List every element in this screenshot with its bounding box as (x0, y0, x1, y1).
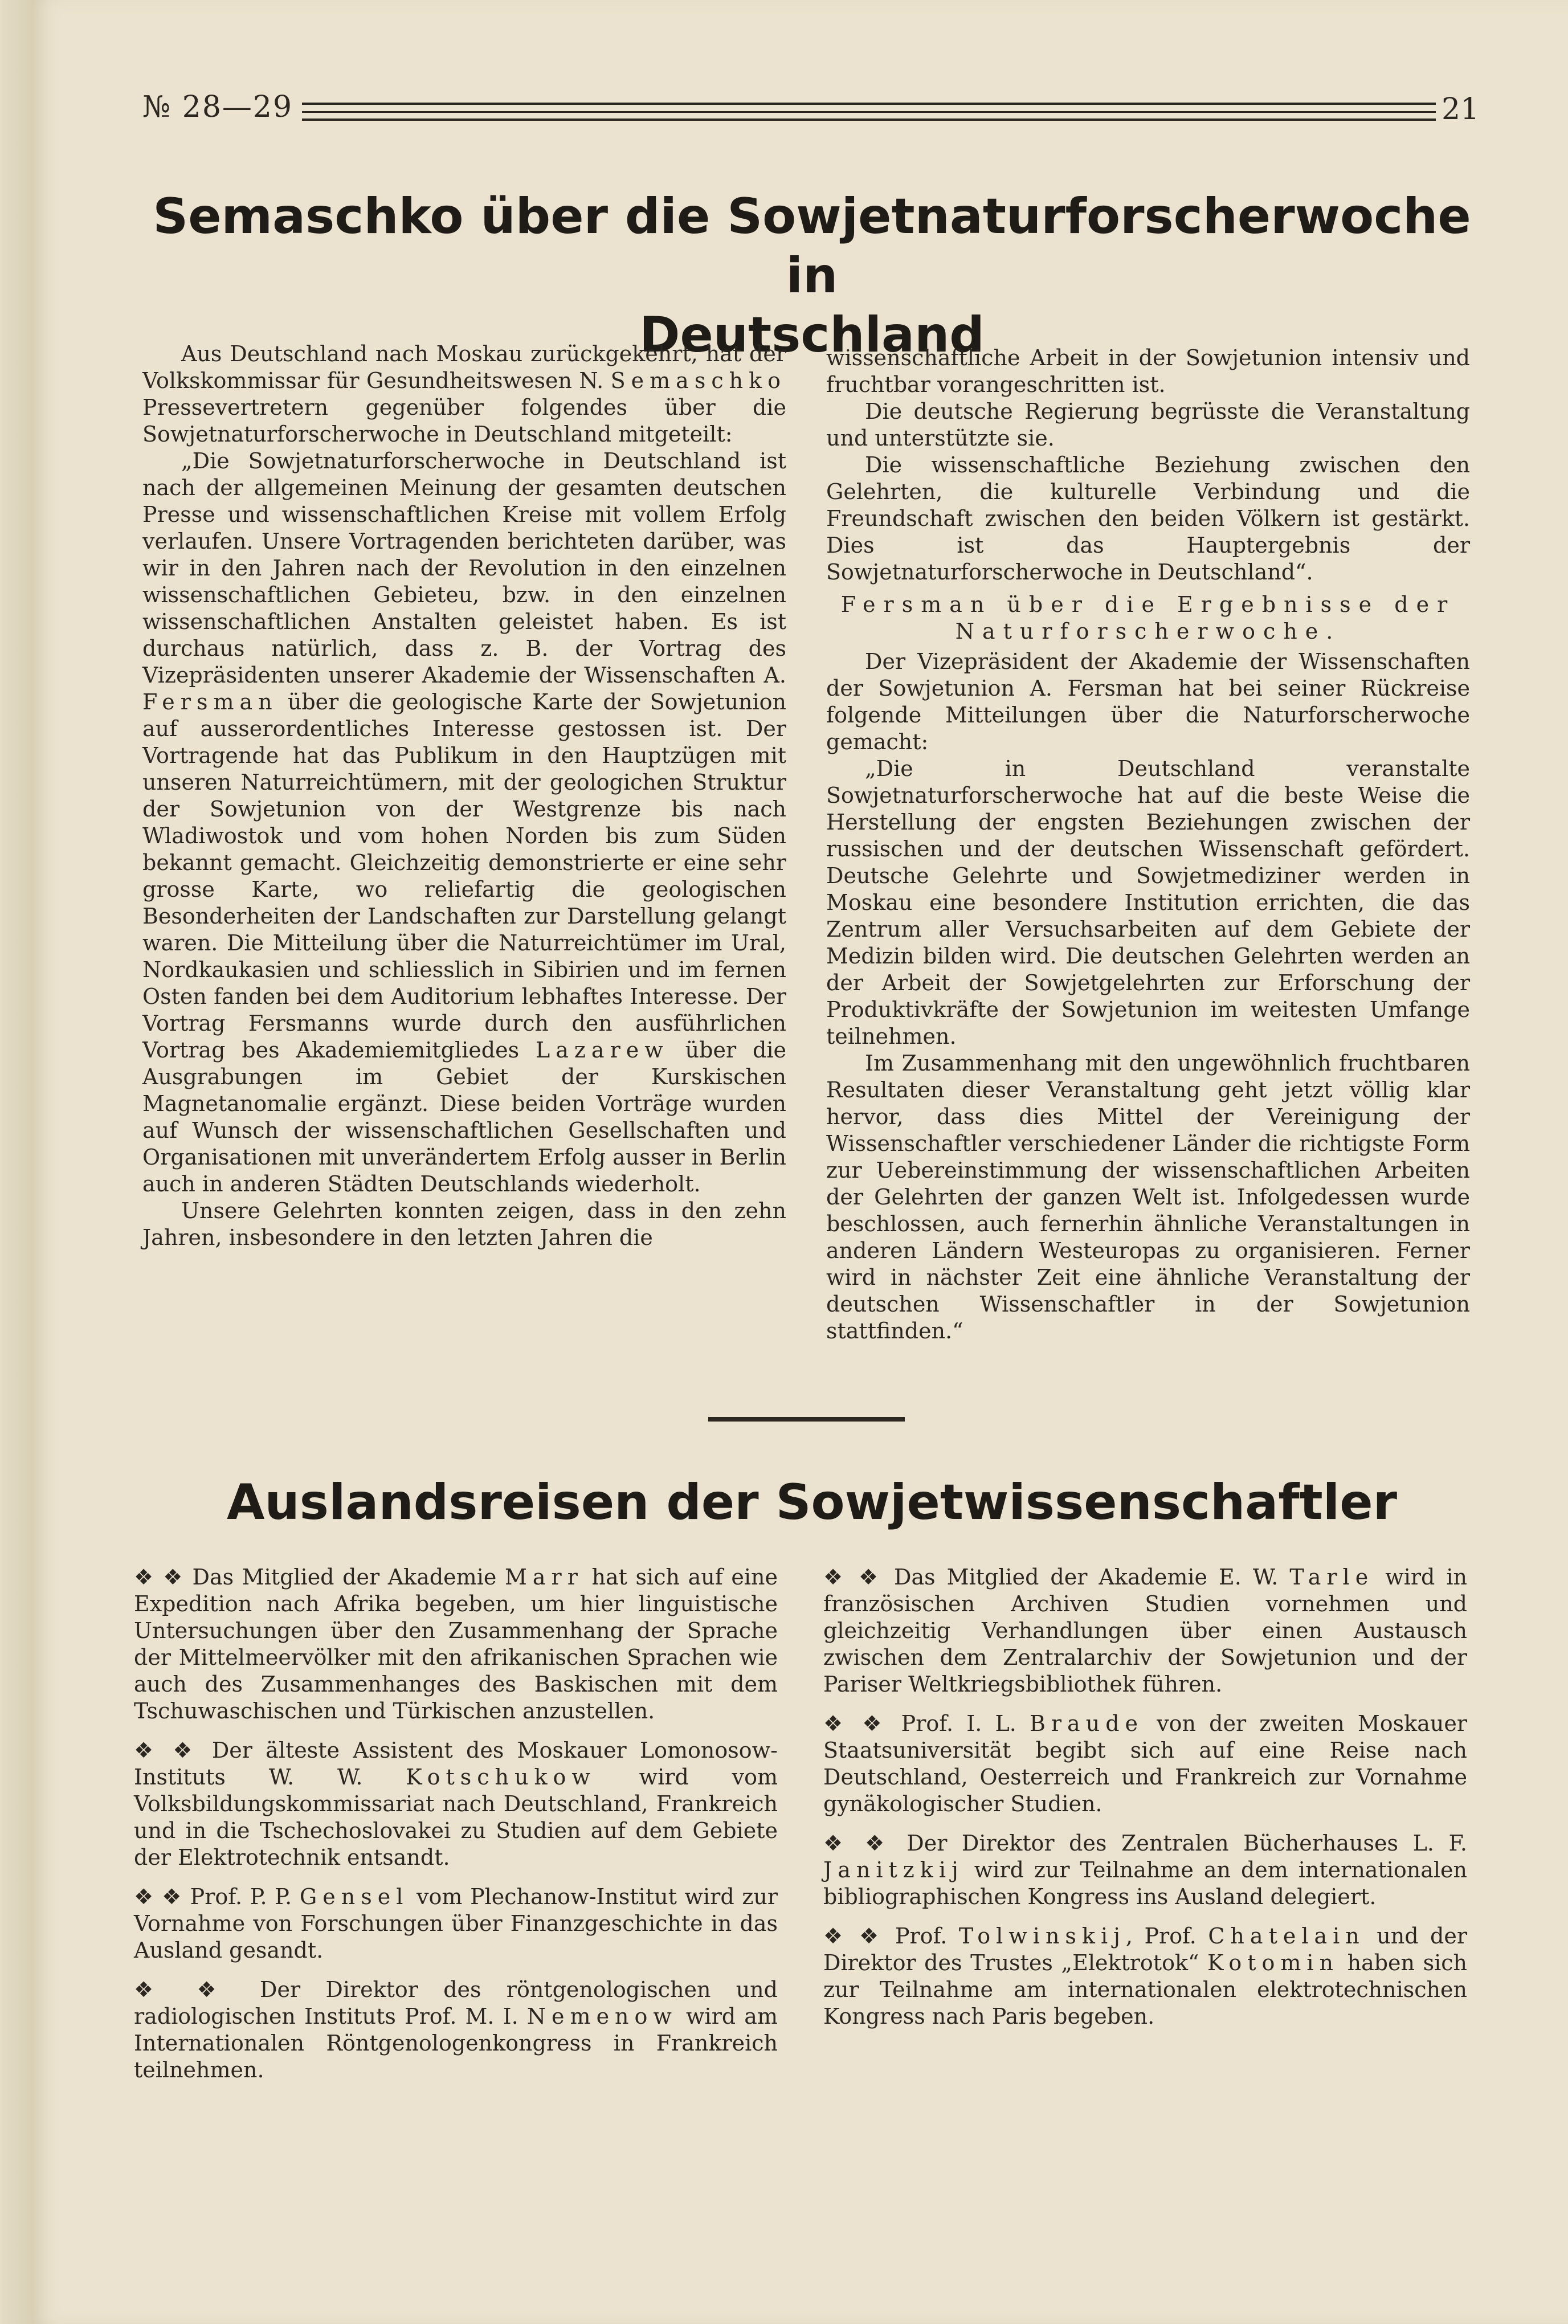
person-name: Chatelain (1208, 1923, 1365, 1949)
paragraph: „Die in Deutschland veranstalte Sowjetnaturforscherwoche hat auf die beste Weise die Herstellung der engsten Beziehungen zwischen der russischen und der deutschen Wissenschaft gefördert. Deutsche Gelehrte und Sowjetmediziner werden in Moskau eine besondere Institution errichten, die das Zentrum aller Versuchsarbeiten auf dem Gebiete der Medizin bilden wird. Die deutschen Gelehrten werden an der Arbeit der Sowjetgelehrten zur Erforschung der Produktivkräfte der Sowjetunion im weitesten Umfange teilnehmen. (826, 756, 1470, 1049)
paragraph: Im Zusammenhang mit den ungewöhnlich fruchtbaren Resultaten dieser Veranstaltung geht jetzt völlig klar hervor, dass dies Mittel der Vereinigung der Wissenschaftler verschiedener Länder die richtigste Form zur Uebereinstimmung der wissenschaftlichen Arbeiten der Gelehrten der ganzen Welt ist. Infolgedessen wurde beschlossen, auch fernerhin ähnliche Veranstaltungen in anderen Ländern Westeuropas zu organisieren. Ferner wird in nächster Zeit eine ähnliche Veranstaltung der deutschen Wissenschaftler in der Sowjetunion stattfinden.“ (826, 1051, 1470, 1343)
person-name: Fersman (142, 689, 278, 714)
header-rule (302, 103, 1436, 105)
person-name: Semaschko (610, 368, 786, 393)
bullet-icon: ❖ ❖ (134, 1977, 235, 2002)
article-column-right (826, 345, 1470, 1345)
news-column-left (134, 1564, 778, 2096)
paragraph: Die wissenschaftliche Beziehung zwischen den Gelehrten, die kulturelle Verbindung und die Freundschaft zwischen den beiden Völkern ist gestärkt. Dies ist das Hauptergebnis der Sowjetnaturforscherwoche in Deutschland“. (826, 452, 1470, 585)
news-item: ❖ ❖ Der älteste Assistent des Moskauer Lomonosow-Instituts W. W. Kotschukow wird vom Volksbildungskommissariat nach Deutschland, Frankreich und in die Tschechoslovakei zu Studien auf dem Gebiete der Elektrotechnik entsandt. (134, 1738, 778, 1870)
person-name: Lazarew (536, 1038, 669, 1063)
person-name: Nemenow (526, 2004, 677, 2029)
news-item: ❖ ❖ Der Direktor des röntgenologischen und radiologischen Instituts Prof. M. I. Nemenow wird am Internationalen Röntgenologenkongress in Frankreich teilnehmen. (134, 1977, 778, 2082)
page-gutter (0, 0, 31, 2324)
issue-number: № 28—29 (142, 90, 293, 124)
article-title-line: Semaschko über die Sowjetnaturforscherwoche in (153, 188, 1471, 304)
news-item: ❖ ❖ Das Mitglied der Akademie Marr hat sich auf eine Expedition nach Afrika begeben, um hier linguistische Untersuchungen über den Zusammenhang der Sprache der Mittelmeervölker mit den afrikanischen Sprachen wie auch des Zusammenhanges des Baskischen mit dem Tschuwaschischen und Türkischen anzustellen. (134, 1565, 778, 1723)
person-name: Gensel (299, 1884, 409, 1909)
bullet-icon: ❖ ❖ (823, 1565, 883, 1590)
header-rule (302, 119, 1436, 121)
paragraph: Unsere Gelehrten konnten zeigen, dass in den zehn Jahren, insbesondere in den letzten Jahren die (142, 1198, 786, 1250)
article-column-left (142, 341, 786, 1251)
news-item: ❖ ❖ Der Direktor des Zentralen Bücherhauses L. F. Janitzkij wird zur Teilnahme an dem internationalen bibliographischen Kongress ins Ausland delegiert. (823, 1831, 1467, 1909)
person-name: Kotomin (1207, 1950, 1340, 1975)
section-divider (708, 1417, 905, 1422)
bullet-icon: ❖ ❖ (134, 1884, 182, 1909)
article-title (142, 187, 1481, 365)
news-column-right (823, 1564, 1467, 2043)
bullet-icon: ❖ ❖ (823, 1831, 892, 1856)
bullet-icon: ❖ ❖ (134, 1738, 199, 1763)
paragraph: Der Vizepräsident der Akademie der Wissenschaften der Sowjetunion A. Fersman hat bei seiner Rückreise folgende Mitteilungen über die Naturforscherwoche gemacht: (826, 649, 1470, 754)
news-item: ❖ ❖ Prof. I. L. Braude von der zweiten Moskauer Staatsuniversität begibt sich auf eine Reise nach Deutschland, Oesterreich und Frankreich zur Vornahme gynäkologischer Studien. (823, 1711, 1467, 1816)
bullet-icon: ❖ ❖ (823, 1711, 888, 1736)
person-name: Kotschukow (406, 1765, 596, 1790)
person-name: Tolwinskij (958, 1923, 1126, 1949)
person-name: Janitzkij (823, 1857, 964, 1882)
paragraph: Die deutsche Regierung begrüsste die Veranstaltung und unterstützte sie. (826, 399, 1470, 451)
bullet-icon: ❖ ❖ (134, 1565, 184, 1590)
news-item: ❖ ❖ Das Mitglied der Akademie E. W. Tarle wird in französischen Archiven Studien vornehmen und gleichzeitig Verhandlungen über einen Austausch zwischen dem Zentralarchiv der Sowjetunion und der Pariser Weltkriegsbibliothek führen. (823, 1565, 1467, 1697)
person-name: Marr (504, 1565, 583, 1590)
news-item: ❖ ❖ Prof. Tolwinskij, Prof. Chatelain und der Direktor des Trustes „Elektrotok“ Kotomin haben sich zur Teilnahme am internationalen elektrotechnischen Kongress nach Paris begeben. (823, 1923, 1467, 2029)
header-rule (302, 111, 1436, 113)
bullet-icon: ❖ ❖ (823, 1923, 884, 1949)
subheading: Fersman über die Ergebnisse der Naturforscherwoche. (840, 592, 1456, 644)
paragraph: wissenschaftliche Arbeit in der Sowjetunion intensiv und fruchtbar vorangeschritten ist. (826, 345, 1470, 397)
news-item: ❖ ❖ Prof. P. P. Gensel vom Plechanow-Institut wird zur Vornahme von Forschungen über Finanzgeschichte in das Ausland gesandt. (134, 1884, 778, 1963)
page-number: 21 (1442, 92, 1480, 126)
paragraph: „Die Sowjetnaturforscherwoche in Deutschland ist nach der allgemeinen Meinung der gesamten deutschen Presse und wissenschaftlichen Kreise mit vollem Erfolg verlaufen. Unsere Vortragenden berichteten darüber, was wir in den Jahren nach der Revolution in den einzelnen wissenschaftlichen Gebieteu, bzw. in den einzelnen wissenschaftlichen Anstalten geleistet haben. Es ist durchaus natürlich, dass z. B. der Vortrag des Vizepräsidenten unserer Akademie der Wissenschaften A. Fersman über die geologische Karte der Sowjetunion auf ausserordentliches Interesse gestossen ist. Der Vortragende hat das Publikum in den Hauptzügen mit unseren Naturreichtümern, mit der geologichen Struktur der Sowjetunion von der Westgrenze bis nach Wladiwostok und vom hohen Norden bis zum Süden bekannt gemacht. Gleichzeitig demonstrierte er eine sehr grosse Karte, wo reliefartig die geologischen Besonderheiten der Landschaften zur Darstellung gelangt waren. Die Mitteilung über die Naturreichtümer im Ural, Nordkaukasien und schliesslich in Sibirien und im fernen Osten fanden bei dem Auditorium lebhaftes Interesse. Der Vortrag Fersmanns wurde durch den ausführlichen Vortrag bes Akademiemitgliedes Lazarew über die Ausgrabungen im Gebiet der Kurskischen Magnetanomalie ergänzt. Diese beiden Vorträge wurden auf Wunsch der wissenschaftlichen Gesellschaften und Organisationen mit unverändertem Erfolg ausser in Berlin auch in anderen Städten Deutschlands wiederholt. (142, 448, 787, 1196)
person-name: Braude (1029, 1711, 1144, 1736)
paragraph: Aus Deutschland nach Moskau zurückgekehrt, hat der Volkskommissar für Gesundheitswesen N. Semaschko Pressevertretern gegenüber folgendes über die Sowjetnaturforscherwoche in Deutschland mitgeteilt: (142, 341, 786, 447)
person-name: Tarle (1289, 1565, 1374, 1590)
article-title: Auslandsreisen der Sowjetwissenschaftler (226, 1474, 1397, 1531)
article-title-line: Deutschland (639, 307, 985, 363)
